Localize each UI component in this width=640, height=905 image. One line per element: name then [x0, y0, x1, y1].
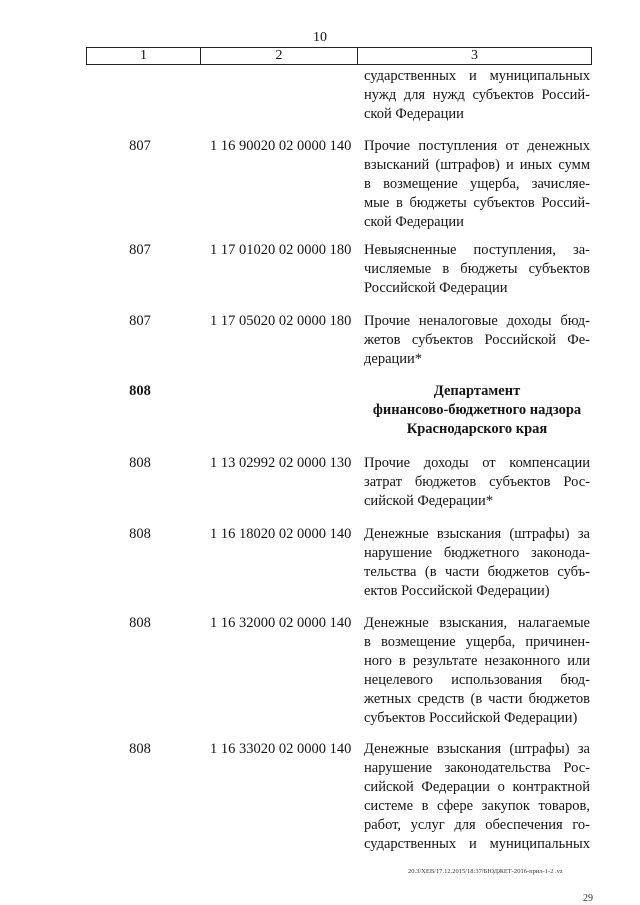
- desc-line: нарушение законодательства Рос-: [364, 760, 590, 776]
- admin-code: 808: [129, 741, 151, 757]
- desc-line: сударственных и муниципальных: [364, 836, 590, 852]
- admin-code: 807: [129, 313, 151, 329]
- budget-class-code: 1 16 18020 02 0000 140: [210, 526, 352, 542]
- desc-line: Невыясненные поступления, за-: [364, 242, 590, 258]
- income-description: [364, 137, 590, 232]
- desc-line: тельства (в части бюджетов субъ-: [364, 564, 590, 580]
- income-description: [364, 241, 590, 298]
- desc-line: Российской Федерации: [364, 280, 508, 296]
- desc-line: Департамент: [433, 383, 521, 399]
- desc-line: Денежные взыскания (штрафы) за: [364, 741, 590, 757]
- corner-page-number: 29: [583, 893, 593, 904]
- admin-code: 807: [129, 242, 151, 258]
- desc-line: Прочие поступления от денежных: [364, 138, 590, 154]
- desc-line: ской Федерации: [364, 214, 464, 230]
- desc-line: числяемые в бюджеты субъектов: [364, 261, 590, 277]
- desc-line: нарушение бюджетного законода-: [364, 545, 590, 561]
- desc-line: Денежные взыскания, налагаемые: [364, 615, 590, 631]
- column-header-3: 3: [471, 48, 478, 63]
- admin-code: 807: [129, 138, 151, 154]
- admin-code: 808: [129, 383, 151, 399]
- department-name: [356, 382, 598, 439]
- admin-code: 808: [129, 615, 151, 631]
- desc-line: Прочие доходы от компенсации: [364, 455, 590, 471]
- desc-line: финансово-бюджетного надзора: [372, 402, 582, 418]
- desc-line: сийской Федерации о контрактной: [364, 779, 590, 795]
- page-number: 10: [313, 30, 327, 45]
- file-path-footer: 20.3/ХЕВ/17.12.2015/18:37/БЮДЖЕТ-2016-прил-1-2 .vz: [408, 868, 563, 875]
- desc-line: работ, услуг для обеспечения го-: [364, 817, 590, 833]
- desc-line: нецелевого использования бюд-: [364, 672, 590, 688]
- desc-line: затрат бюджетов субъектов Рос-: [364, 474, 590, 490]
- admin-code: 808: [129, 455, 151, 471]
- budget-class-code: 1 17 05020 02 0000 180: [210, 313, 352, 329]
- desc-line: системе в сфере закупок товаров,: [364, 798, 590, 814]
- income-description: [364, 454, 590, 511]
- desc-line: нужд для нужд субъектов Россий-: [364, 87, 590, 103]
- budget-class-code: 1 16 33020 02 0000 140: [210, 741, 352, 757]
- desc-line: дерации*: [364, 351, 423, 367]
- desc-line: жетов субъектов Российской Фе-: [364, 332, 590, 348]
- admin-code: 808: [129, 526, 151, 542]
- column-header-1: 1: [87, 48, 201, 64]
- desc-line: ного в результате незаконного или: [364, 653, 590, 669]
- budget-class-code: 1 17 01020 02 0000 180: [210, 242, 352, 258]
- desc-line: взысканий (штрафов) и иных сумм: [364, 157, 590, 173]
- desc-line: Прочие неналоговые доходы бюд-: [364, 313, 590, 329]
- income-description: [364, 614, 590, 728]
- column-header-row: [86, 47, 592, 65]
- desc-line: Денежные взыскания (штрафы) за: [364, 526, 590, 542]
- desc-line: в возмещение ущерба, зачисляе-: [364, 176, 590, 192]
- income-description: [364, 740, 590, 854]
- budget-class-code: 1 16 32000 02 0000 140: [210, 615, 352, 631]
- desc-line: ской Федерации: [364, 106, 464, 122]
- desc-line: Краснодарского края: [406, 421, 548, 437]
- income-description: [364, 525, 590, 601]
- continued-description: [364, 67, 590, 124]
- desc-line: ектов Российской Федерации): [364, 583, 550, 599]
- desc-line: субъектов Российской Федерации): [364, 710, 578, 726]
- income-description: [364, 312, 590, 369]
- column-header-2: 2: [201, 48, 358, 64]
- desc-line: сийской Федерации*: [364, 493, 494, 509]
- desc-line: жетных средств (в части бюджетов: [364, 691, 590, 707]
- desc-line: в возмещение ущерба, причинен-: [364, 634, 590, 650]
- budget-class-code: 1 13 02992 02 0000 130: [210, 455, 352, 471]
- desc-line: сударственных и муниципальных: [364, 68, 590, 84]
- budget-class-code: 1 16 90020 02 0000 140: [210, 138, 352, 154]
- desc-line: мые в бюджеты субъектов Россий-: [364, 195, 590, 211]
